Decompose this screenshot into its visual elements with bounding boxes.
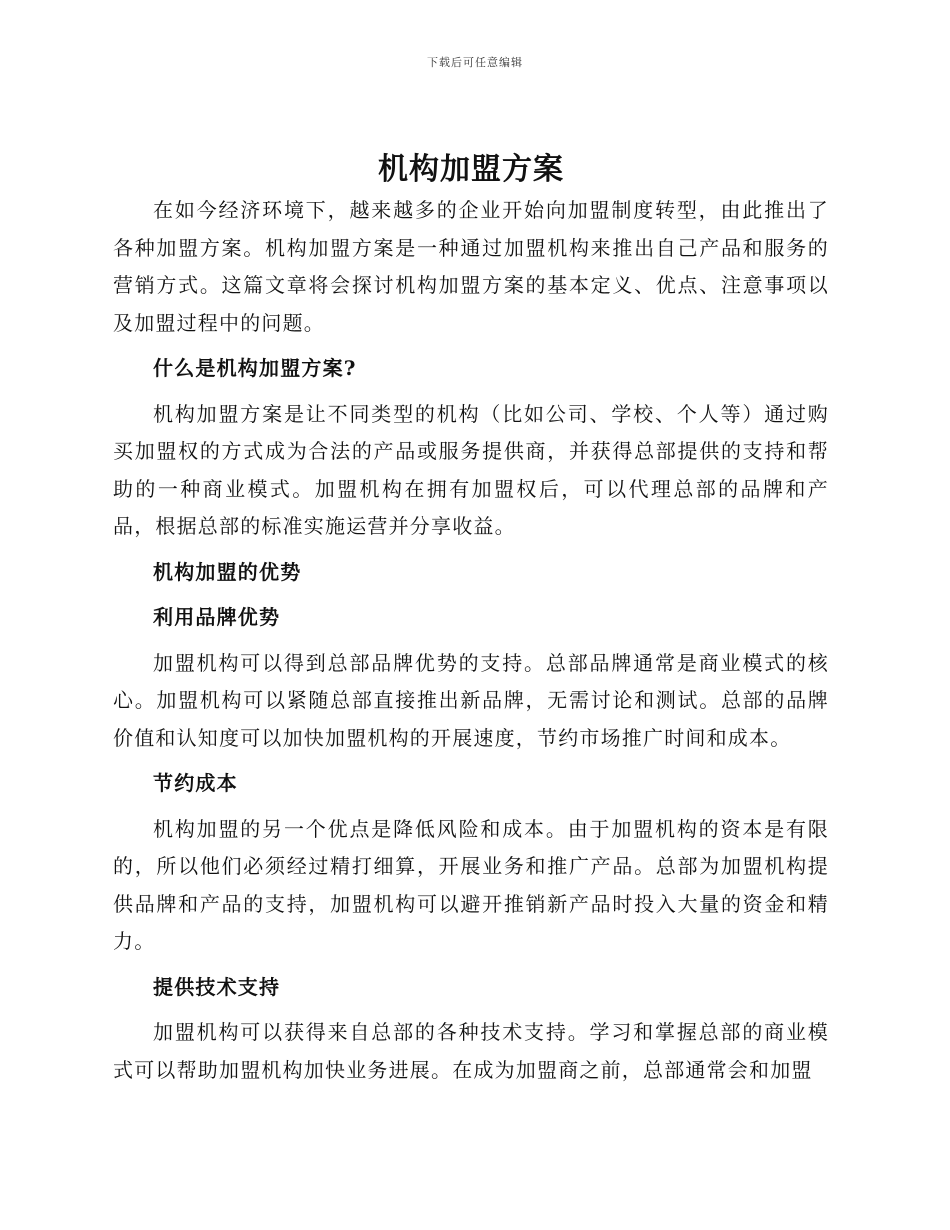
document-body [113,150,829,1089]
section-heading-tech-support: 提供技术支持 [153,974,281,999]
section-paragraph-tech-support: 加盟机构可以获得来自总部的各种技术支持。学习和掌握总部的商业模式可以帮助加盟机构加快业务进展。在成为加盟商之前，总部通常会和加盟 [113,1020,829,1082]
section-heading-cost: 节约成本 [153,771,238,795]
section-paragraph-what-is: 机构加盟方案是让不同类型的机构（比如公司、学校、个人等）通过购买加盟权的方式成为合法的产品或服务提供商，并获得总部提供的支持和帮助的一种商业模式。加盟机构在拥有加盟权后，可以代理总部的品牌和产品，根据总部的标准实施运营并分享收益。 [113,401,829,538]
header-note: 下载后可任意编辑 [427,56,523,69]
intro-paragraph: 在如今经济环境下，越来越多的企业开始向加盟制度转型，由此推出了各种加盟方案。机构加盟方案是一种通过加盟机构来推出自己产品和服务的营销方式。这篇文章将会探讨机构加盟方案的基本定义、优点、注意事项以及加盟过程中的问题。 [113,198,829,335]
section-heading-brand: 利用品牌优势 [153,605,281,629]
section-paragraph-brand: 加盟机构可以得到总部品牌优势的支持。总部品牌通常是商业模式的核心。加盟机构可以紧随总部直接推出新品牌，无需讨论和测试。总部的品牌价值和认知度可以加快加盟机构的开展速度，节约市场推广时间和成本。 [113,650,829,750]
section-paragraph-cost: 机构加盟的另一个优点是降低风险和成本。由于加盟机构的资本是有限的，所以他们必须经过精打细算，开展业务和推广产品。总部为加盟机构提供品牌和产品的支持，加盟机构可以避开推销新产品时投入大量的资金和精力。 [113,816,829,953]
section-heading-advantages: 机构加盟的优势 [153,559,302,584]
document-title: 机构加盟方案 [378,152,564,187]
section-heading-what-is: 什么是机构加盟方案? [153,356,357,380]
